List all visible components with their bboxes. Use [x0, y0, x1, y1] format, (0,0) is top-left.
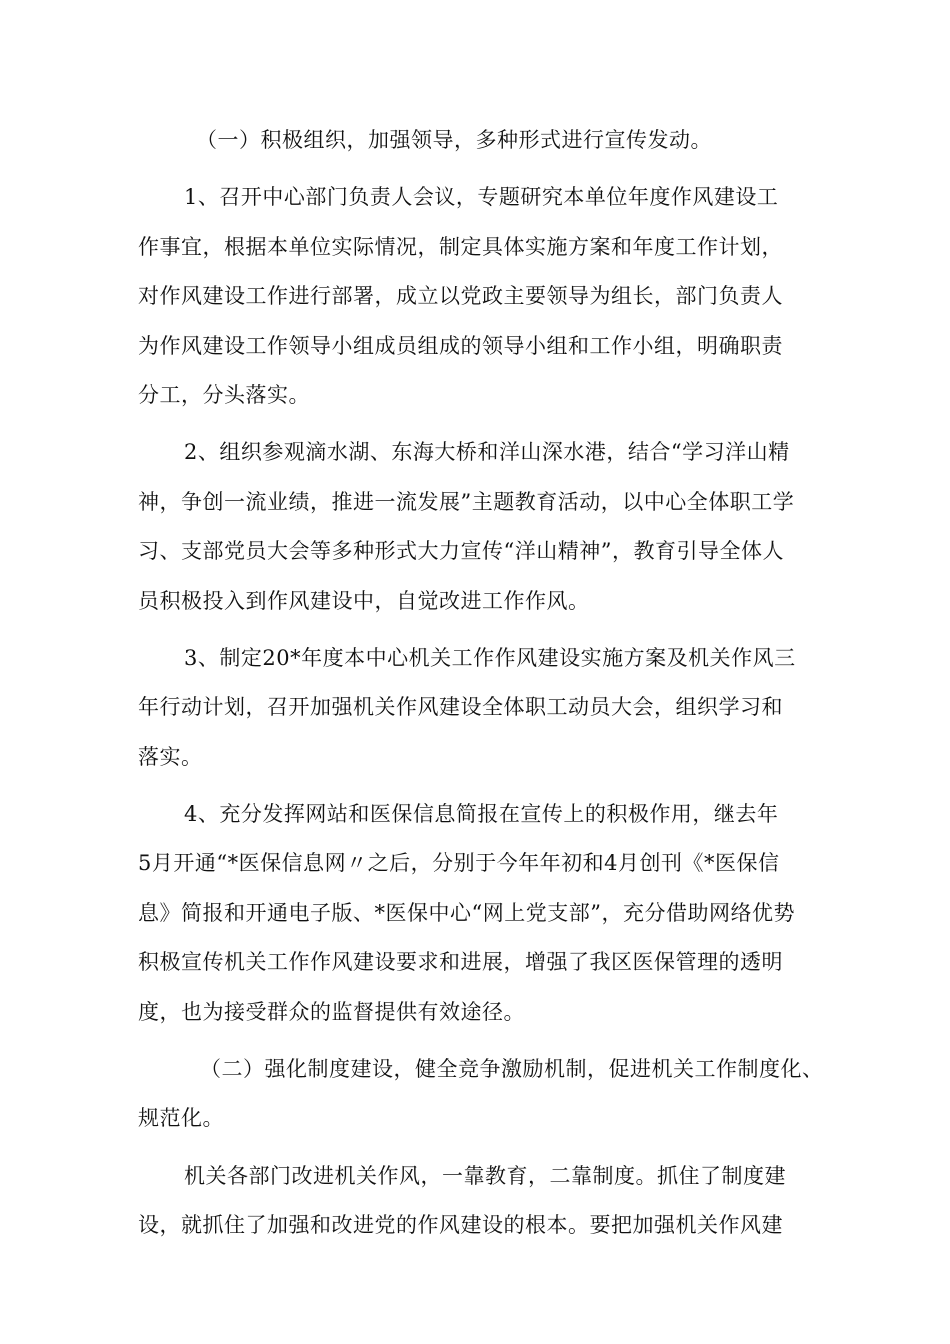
text-line: 落实。 — [138, 744, 203, 769]
section-heading — [138, 116, 830, 165]
body-paragraph — [138, 1152, 830, 1251]
text-line: 作事宜，根据本单位实际情况，制定具体实施方案和年度工作计划， — [138, 234, 783, 259]
text-line: 习、支部党员大会等多种形式大力宣传“洋山精神”，教育引导全体人 — [138, 539, 784, 564]
text-line: 5月开通“*医保信息网〃之后，分别于今年年初和4月创刊《*医保信 — [138, 851, 780, 876]
text-line: 4、充分发挥网站和医保信息简报在宣传上的积极作用，继去年 — [184, 802, 779, 827]
list-item — [138, 634, 830, 782]
text-line: 度，也为接受群众的监督提供有效途径。 — [138, 999, 525, 1024]
list-item — [138, 790, 830, 1037]
list-item — [138, 428, 830, 626]
section-heading — [138, 1045, 830, 1144]
text-line: 对作风建设工作进行部署，成立以党政主要领导为组长，部门负责人 — [138, 284, 783, 309]
text-line: 规范化。 — [138, 1106, 224, 1131]
text-line: 机关各部门改进机关作风，一靠教育，二靠制度。抓住了制度建 — [184, 1163, 786, 1188]
text-line: 1、召开中心部门负责人会议，专题研究本单位年度作风建设工 — [184, 185, 779, 210]
text-line: 年行动计划，召开加强机关作风建设全体职工动员大会，组织学习和 — [138, 695, 783, 720]
text-line: 2、组织参观滴水湖、东海大桥和洋山深水港，结合“学习洋山精 — [184, 440, 790, 465]
text-line: 息》简报和开通电子版、*医保中心“网上党支部”，充分借助网络优势 — [138, 900, 795, 925]
text-line: （一）积极组织，加强领导，多种形式进行宣传发动。 — [196, 128, 712, 152]
text-line: 为作风建设工作领导小组成员组成的领导小组和工作小组，明确职责 — [138, 333, 783, 358]
text-line: （二）强化制度建设，健全竞争激励机制，促进机关工作制度化、 — [200, 1057, 824, 1082]
text-line: 神，争创一流业绩，推进一流发展”主题教育活动，以中心全体职工学 — [138, 489, 795, 514]
text-line: 员积极投入到作风建设中，自觉改进工作作风。 — [138, 588, 590, 613]
document-body — [138, 116, 830, 1251]
list-item — [138, 173, 830, 420]
text-line: 分工，分头落实。 — [138, 382, 310, 407]
text-line: 3、制定20*年度本中心机关工作作风建设实施方案及机关作风三 — [184, 645, 796, 670]
text-line: 积极宣传机关工作作风建设要求和进展，增强了我区医保管理的透明 — [138, 950, 783, 975]
text-line: 设，就抓住了加强和改进党的作风建设的根本。要把加强机关作风建 — [138, 1213, 783, 1238]
